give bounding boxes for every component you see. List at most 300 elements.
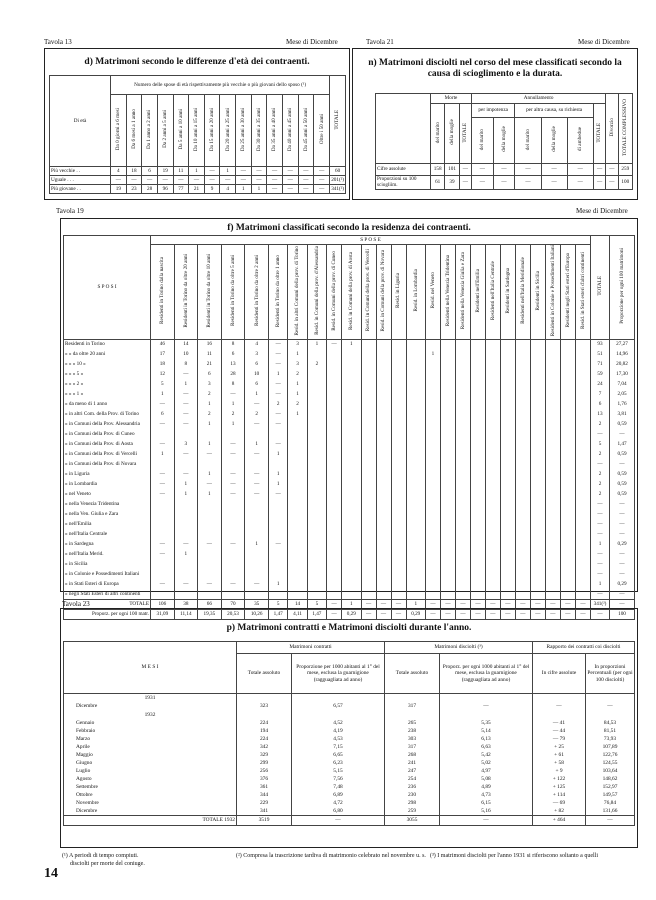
table-cell [361, 549, 376, 559]
table-cell [406, 469, 425, 479]
table-cell [151, 529, 175, 539]
table-cell [391, 389, 406, 399]
table-cell: — [220, 176, 236, 185]
table-cell: — [567, 176, 593, 190]
col-header: Resid. in Stati esteri d'altri continenti [579, 252, 586, 330]
alt-marito-header: del marito [524, 128, 531, 150]
table-cell [545, 459, 560, 469]
table-cell [440, 399, 455, 409]
table-cell [470, 579, 485, 589]
table-cell [376, 469, 391, 479]
table-cell [470, 379, 485, 389]
table-cell [455, 359, 470, 369]
col-header: Residenti in Sardegna [504, 267, 511, 314]
table-cell [545, 469, 560, 479]
table-cell [440, 519, 455, 529]
table-cell [515, 419, 530, 429]
table-cell [307, 589, 326, 599]
table-cell: — [151, 479, 175, 489]
table-cell [515, 399, 530, 409]
table-cell [485, 479, 500, 489]
table-cell [575, 419, 590, 429]
table-cell [342, 549, 361, 559]
table-cell: 7,15 [292, 744, 385, 752]
table-cell: — [459, 176, 471, 190]
table-cell [307, 559, 326, 569]
table-cell: 1,47 [610, 439, 635, 449]
table-cell [288, 479, 307, 489]
table-cell [530, 429, 545, 439]
table-row [64, 703, 635, 711]
table-cell [425, 519, 440, 529]
table-cell: 100 [610, 609, 635, 619]
table-cell: 0,29 [342, 609, 361, 619]
table-cell [440, 579, 455, 589]
table-cell [560, 449, 575, 459]
row-label: » » » 2 » [64, 379, 151, 389]
col-header: Residenti nell'Italia Meridionale [519, 257, 526, 325]
table-cell: — [298, 176, 314, 185]
table-cell: 4,53 [292, 736, 385, 744]
table-cell [376, 579, 391, 589]
table-cell: 3055 [385, 816, 440, 826]
table-cell [440, 539, 455, 549]
table-cell: — [591, 549, 610, 559]
table-cell [485, 589, 500, 599]
table-cell [361, 479, 376, 489]
table-cell [440, 489, 455, 499]
table-cell [545, 499, 560, 509]
table-cell: 298 [385, 800, 440, 808]
table-cell [406, 529, 425, 539]
table-cell: 3 [288, 339, 307, 349]
table-cell: — [151, 439, 175, 449]
table-cell: 13 [591, 409, 610, 419]
row-label: » » » 5 » [64, 369, 151, 379]
table-cell: 4,52 [292, 720, 385, 728]
table-cell: — [361, 609, 376, 619]
row-label: Agosto [64, 776, 237, 784]
table-cell [361, 469, 376, 479]
table-cell [425, 439, 440, 449]
table-cell [174, 569, 197, 579]
table-cell: 2 [288, 399, 307, 409]
table-cell: 5 [591, 439, 610, 449]
table-cell: — [591, 559, 610, 569]
table-cell [545, 349, 560, 359]
table-cell: 1 [342, 599, 361, 609]
table-cell [327, 539, 342, 549]
table-cell [406, 489, 425, 499]
table-cell: — [282, 167, 298, 176]
col-header: Resid. in Comuni della prov. d'Alessandria [313, 246, 320, 336]
table-cell [425, 529, 440, 539]
table-cell [425, 539, 440, 549]
row-label: » nella Venezia Tridentina [64, 499, 151, 509]
table-cell: — [376, 609, 391, 619]
table-cell [500, 489, 515, 499]
table-cell: — [591, 519, 610, 529]
table-cell [327, 359, 342, 369]
table-cell [221, 559, 245, 569]
table-cell [406, 369, 425, 379]
table-cell: 341(²) [591, 599, 610, 609]
table-cell [440, 439, 455, 449]
table-cell: 59 [591, 369, 610, 379]
table-cell: 1 [251, 185, 267, 194]
table-cell: 1 [174, 489, 197, 499]
morte-marito-header: del marito [434, 121, 441, 143]
table-cell [455, 399, 470, 409]
table-cell [545, 559, 560, 569]
table-cell [361, 379, 376, 389]
table-cell [151, 499, 175, 509]
table-cell: 77 [173, 185, 189, 194]
table-cell: 107,89 [586, 744, 635, 752]
table-cell [515, 359, 530, 369]
table-cell [406, 459, 425, 469]
table-cell: 1 [174, 479, 197, 489]
table-cell: — [515, 164, 541, 176]
table-cell: + 9 [533, 768, 586, 776]
rapporto-header: Rapporto dei contratti coi disciolti [533, 642, 635, 654]
table-cell [221, 589, 245, 599]
table-cell: 0,29 [406, 609, 425, 619]
table-cell [530, 479, 545, 489]
table-cell [174, 499, 197, 509]
impotenza-header: per impotenza [472, 104, 515, 118]
table-cell [342, 569, 361, 579]
table-cell [342, 579, 361, 589]
morte-totale-header: TOTALE [462, 122, 469, 143]
table-cell [455, 449, 470, 459]
table-cell [575, 379, 590, 389]
table-cell [470, 479, 485, 489]
table-cell [327, 379, 342, 389]
footnote-2: (²) Compresa la trascrizione tardiva di matrimonio celebrato nel novembre u. s. [236, 853, 426, 859]
table-row [64, 479, 635, 489]
row-label: Settembre [64, 784, 237, 792]
table-cell [406, 579, 425, 589]
table-row [64, 776, 635, 784]
table-cell [245, 559, 269, 569]
table-cell [530, 539, 545, 549]
table-cell: 361 [237, 784, 292, 792]
table-row [50, 185, 346, 194]
col-header: Da 45 anni a 50 anni [302, 107, 309, 151]
table-cell [485, 449, 500, 459]
row-label: » in Comuni della Prov. Alessandria [64, 419, 151, 429]
table-cell [515, 429, 530, 439]
table-cell: — [292, 816, 385, 826]
total-complessivo-header: TOTALE COMPLESSIVO [622, 98, 629, 156]
table-cell [268, 499, 287, 509]
table-cell: 259 [385, 808, 440, 816]
table-cell: — [500, 599, 515, 609]
table-cell [376, 369, 391, 379]
table-cell: — [221, 489, 245, 499]
table-cell: — [327, 339, 342, 349]
table-row [64, 429, 635, 439]
table-cell [500, 449, 515, 459]
table-cell [268, 549, 287, 559]
table-cell [391, 399, 406, 409]
left-table-number: Tavola 13 [44, 38, 72, 46]
table-cell [470, 469, 485, 479]
row-label: Febbraio [64, 728, 237, 736]
table-row [64, 449, 635, 459]
table-cell [500, 419, 515, 429]
table-cell [530, 449, 545, 459]
table-row [64, 720, 635, 728]
table-cell: — [591, 609, 610, 619]
table-cell: — [221, 539, 245, 549]
table-cell: — [245, 469, 269, 479]
table-cell [545, 589, 560, 599]
table-cell: 6,89 [292, 792, 385, 800]
table-row [64, 539, 635, 549]
table-cell [425, 419, 440, 429]
table-cell [470, 559, 485, 569]
table-cell [307, 519, 326, 529]
table-cell [406, 349, 425, 359]
table-cell [307, 379, 326, 389]
table-cell [361, 519, 376, 529]
table-cell: — [268, 359, 287, 369]
col-header: Residenti in Torino da oltre 5 anni [229, 255, 236, 327]
table-cell: 1 [220, 167, 236, 176]
table-cell [288, 529, 307, 539]
table-p-title: p) Matrimoni contratti e Matrimoni disciolti durante l'anno. [226, 623, 472, 633]
table-cell: — [545, 599, 560, 609]
table-cell: — [198, 579, 222, 589]
table-cell [406, 519, 425, 529]
table-cell: — 69 [533, 800, 586, 808]
table-cell [221, 529, 245, 539]
table-cell [545, 389, 560, 399]
table-cell [288, 509, 307, 519]
table-cell [406, 539, 425, 549]
table-row [64, 379, 635, 389]
table-cell [288, 429, 307, 439]
col-header: Resid. in Comuni della prov. di Cuneo [330, 250, 337, 331]
table-cell: 9 [204, 185, 220, 194]
altra-causa-header: per altra causa, su richiesta [515, 104, 594, 118]
table-n-panel [352, 48, 638, 200]
table-cell [327, 449, 342, 459]
table-cell [500, 459, 515, 469]
table-cell: 3519 [237, 816, 292, 826]
col-header: Da 20 anni a 25 anni [224, 107, 231, 151]
table-cell [327, 479, 342, 489]
table-cell [391, 569, 406, 579]
col-header: Residenti nell'Emilia [474, 268, 481, 313]
table-cell [440, 349, 455, 359]
col-header: Da 2 anni a 5 anni [162, 110, 169, 149]
table-cell [470, 459, 485, 469]
table-cell: — [314, 167, 330, 176]
table-cell [575, 579, 590, 589]
table-cell [500, 349, 515, 359]
col-header: Resid. in Liguria [395, 273, 402, 309]
table-cell [575, 409, 590, 419]
table-cell [530, 459, 545, 469]
table-cell [530, 589, 545, 599]
table-cell [485, 409, 500, 419]
table-cell [515, 369, 530, 379]
table-cell: 6 [142, 167, 158, 176]
table-cell [440, 339, 455, 349]
row-label: Più vecchie . . [50, 167, 111, 176]
table-cell [245, 589, 269, 599]
table-cell: — [575, 609, 590, 619]
table-cell: 5,15 [292, 768, 385, 776]
table-cell [245, 509, 269, 519]
table-cell: — 41 [533, 720, 586, 728]
table-cell [455, 369, 470, 379]
table-cell [545, 359, 560, 369]
table-cell [376, 459, 391, 469]
table-cell: 1 [198, 399, 222, 409]
col-header: Da 1 anno a 2 anni [146, 109, 153, 149]
table-cell [327, 389, 342, 399]
table-cell: 2 [591, 489, 610, 499]
table-cell: — [174, 469, 197, 479]
table-cell: 2 [591, 419, 610, 429]
table-cell: — [530, 599, 545, 609]
table-cell [174, 589, 197, 599]
table-row [64, 549, 635, 559]
table-cell: 317 [385, 744, 440, 752]
table-cell: 18 [151, 359, 175, 369]
table-cell: 259 [618, 164, 632, 176]
row-label: » in Comuni della Prov. di Cuneo [64, 429, 151, 439]
table-cell: 229 [237, 800, 292, 808]
table-cell: 256 [237, 768, 292, 776]
table-cell [327, 419, 342, 429]
table-cell: — [151, 549, 175, 559]
table-cell [470, 339, 485, 349]
table-cell [545, 429, 560, 439]
table-cell: — [174, 399, 197, 409]
table-row [64, 760, 635, 768]
table-cell: 5,14 [440, 728, 533, 736]
table-cell [221, 569, 245, 579]
table-cell [515, 539, 530, 549]
table-cell: 1 [151, 389, 175, 399]
table-cell: — [591, 529, 610, 539]
table-cell [221, 429, 245, 439]
table-cell [530, 389, 545, 399]
table-cell: 7,56 [292, 776, 385, 784]
table-cell [560, 469, 575, 479]
table-cell [440, 509, 455, 519]
col-header: Resid. in Comuni della prov. di Novara [380, 249, 387, 332]
table-cell: — [268, 349, 287, 359]
table-row [64, 519, 635, 529]
table-cell [515, 509, 530, 519]
col-header: Residenti in Torino da oltre 1 anno [275, 254, 282, 327]
table-cell [530, 559, 545, 569]
table-cell: — [268, 389, 287, 399]
table-cell: 4,19 [292, 728, 385, 736]
table-cell: 96 [157, 185, 173, 194]
table-cell: 1 [245, 389, 269, 399]
table-cell [198, 429, 222, 439]
row-label: » » da oltre 20 anni [64, 349, 151, 359]
table-cell [327, 369, 342, 379]
table-cell: — [493, 176, 515, 190]
table-cell [440, 369, 455, 379]
table-cell [361, 349, 376, 359]
table-cell [560, 529, 575, 539]
table-cell [391, 579, 406, 589]
table-cell [545, 489, 560, 499]
table-cell [268, 509, 287, 519]
table-cell [530, 529, 545, 539]
table-cell: — [560, 609, 575, 619]
table-cell: 2 [221, 409, 245, 419]
table-cell [288, 539, 307, 549]
col-header: Oltre i 50 anni [318, 114, 325, 145]
table-cell: 1 [221, 419, 245, 429]
table-cell [342, 589, 361, 599]
table-cell [391, 489, 406, 499]
table-cell [174, 519, 197, 529]
table-cell [530, 549, 545, 559]
table-cell: 17 [151, 349, 175, 359]
table-cell: — [515, 609, 530, 619]
table-cell: — [610, 549, 635, 559]
table-cell: 16 [198, 339, 222, 349]
table-cell: — [391, 609, 406, 619]
table-cell [245, 569, 269, 579]
year-label: 1931 [64, 694, 237, 703]
table-cell [455, 579, 470, 589]
table-cell [440, 359, 455, 369]
table-cell: 230 [385, 792, 440, 800]
table-cell: 268 [385, 752, 440, 760]
table-cell [327, 439, 342, 449]
table-cell [500, 549, 515, 559]
table-cell: 1 [198, 419, 222, 429]
page-number: 14 [44, 866, 58, 881]
table-cell: 1 [245, 539, 269, 549]
row-label: Più giovane . . [50, 185, 111, 194]
table-cell [327, 569, 342, 579]
table-cell: 317 [385, 703, 440, 711]
table-cell [198, 589, 222, 599]
table-cell [406, 419, 425, 429]
table-cell [342, 509, 361, 519]
table-cell: 17,30 [610, 369, 635, 379]
table-cell: 1 [268, 369, 287, 379]
col-header: Residenti in Torino da oltre 20 anni [182, 253, 189, 328]
table-cell: — [610, 509, 635, 519]
table-cell [515, 409, 530, 419]
table-cell [342, 349, 361, 359]
table-cell: — [151, 419, 175, 429]
table-cell: — [586, 816, 635, 826]
table-cell: 4,89 [440, 784, 533, 792]
table-cell [307, 349, 326, 359]
table-cell: 46 [151, 339, 175, 349]
table-cell [221, 519, 245, 529]
table-cell [425, 359, 440, 369]
table-cell [560, 489, 575, 499]
table-cell [307, 419, 326, 429]
table-cell [406, 509, 425, 519]
